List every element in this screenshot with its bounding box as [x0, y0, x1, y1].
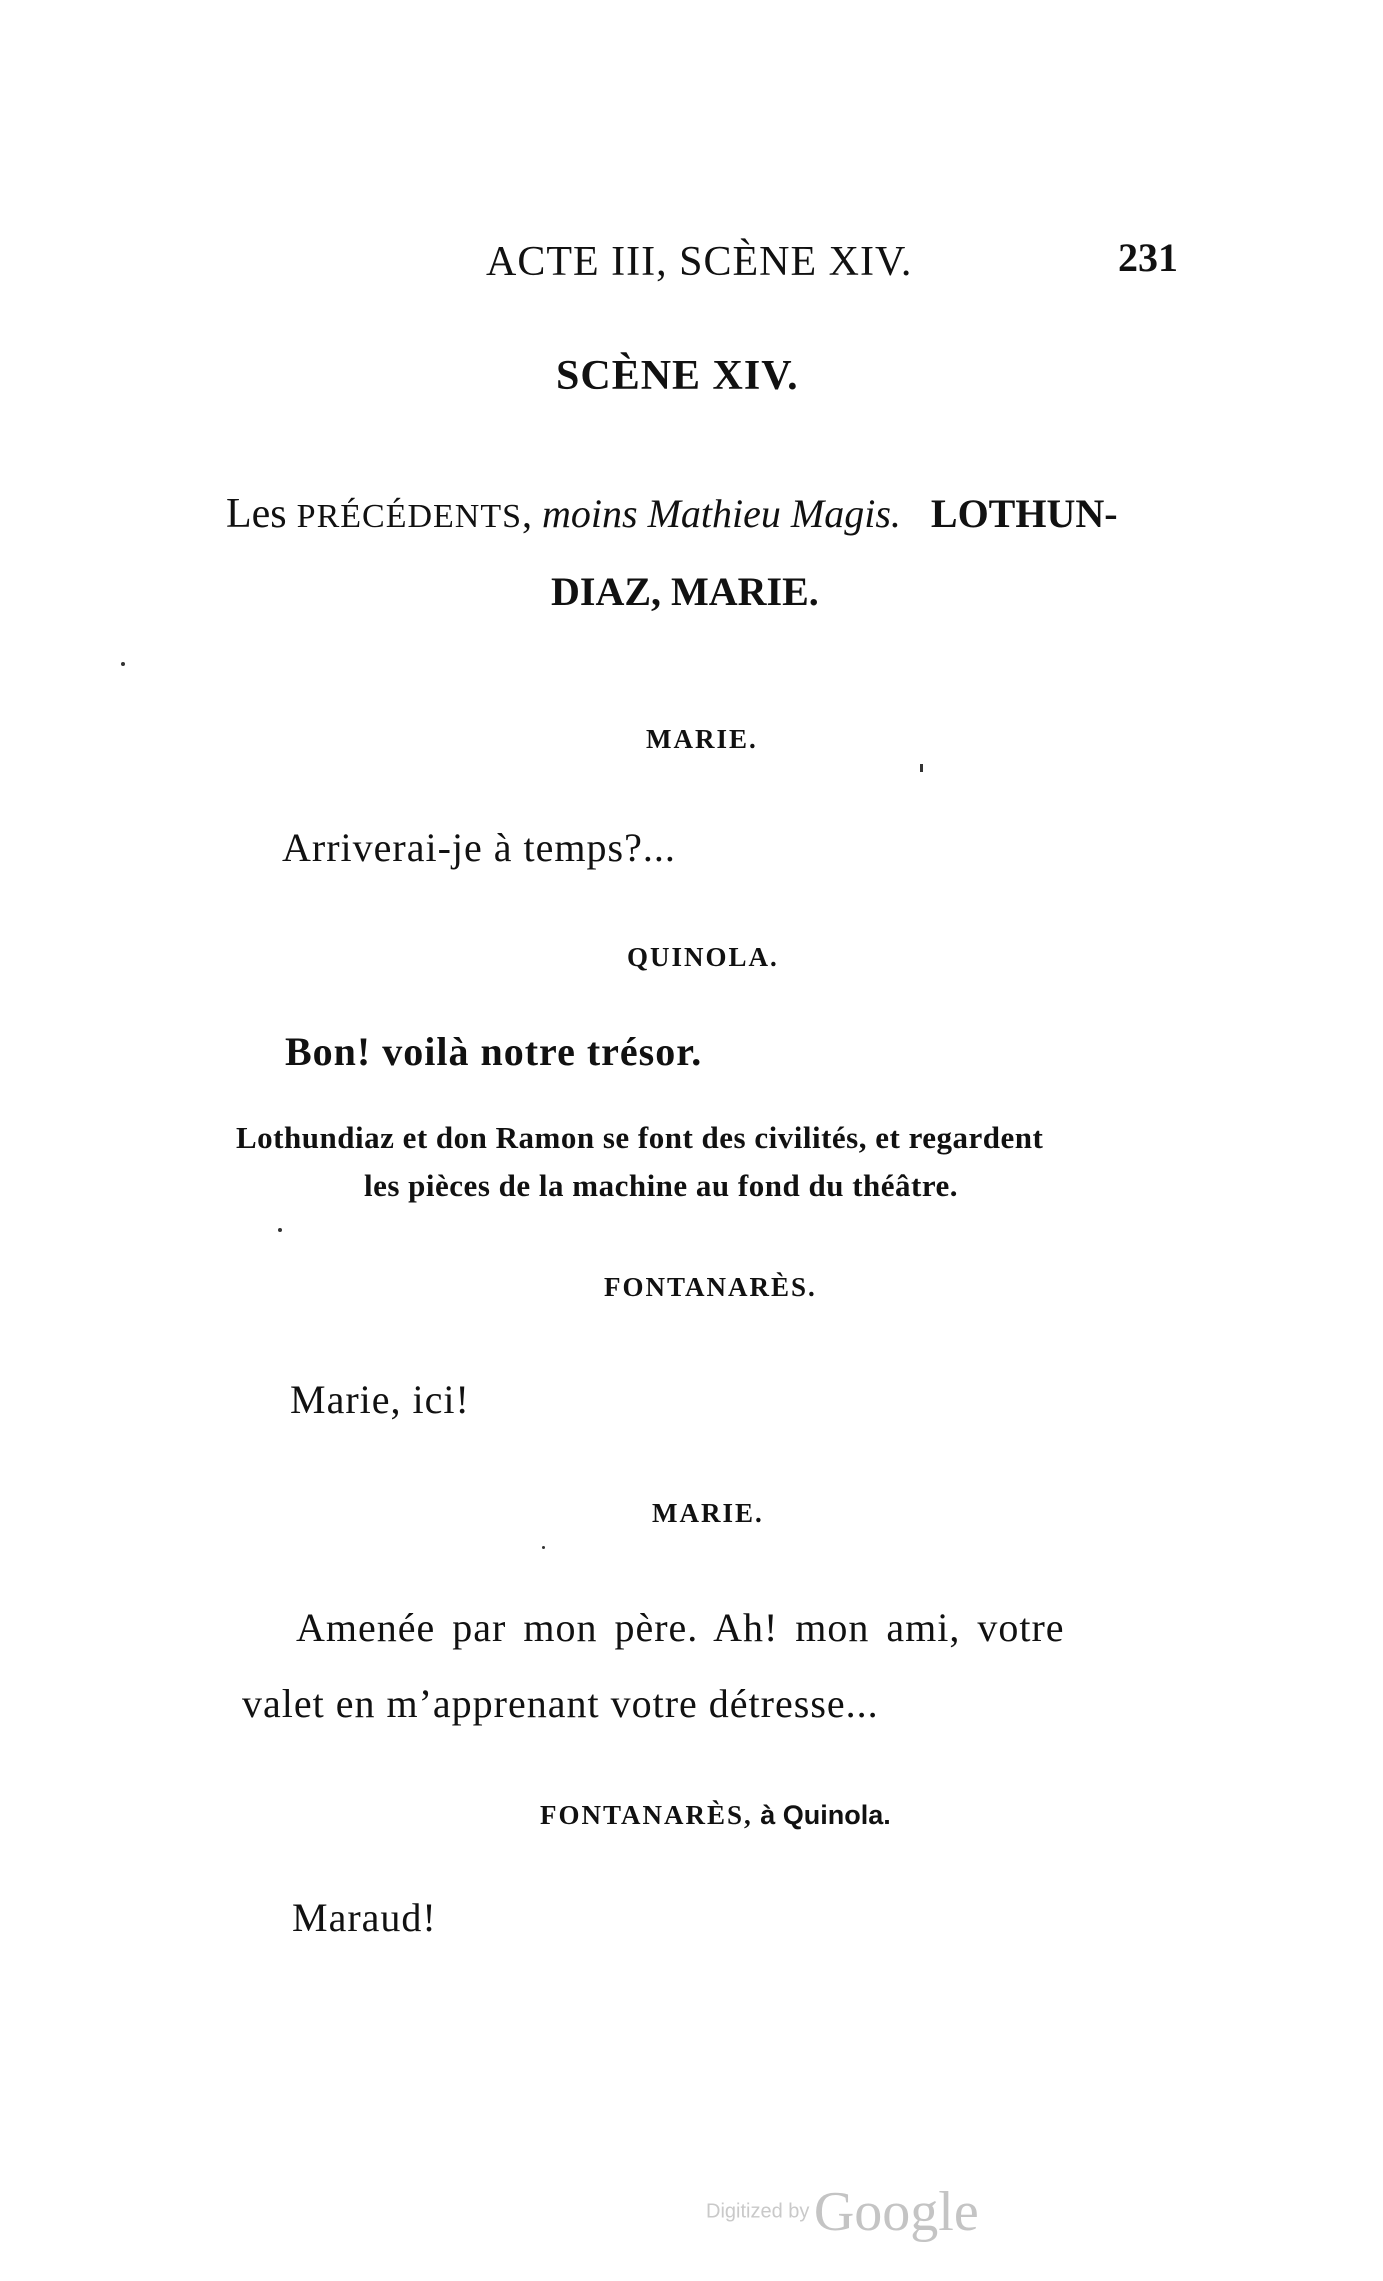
cast-les: Les [226, 491, 287, 537]
watermark-prefix: Digitized by [706, 2200, 810, 2223]
speaker-name: QUINOLA. [627, 942, 779, 972]
speech-line: valet en m’apprenant votre détresse... [242, 1681, 879, 1726]
speaker-name: FONTANARÈS. [604, 1272, 817, 1302]
speaker-name: FONTANARÈS, [540, 1800, 753, 1830]
cast-comma: , [522, 491, 543, 536]
speaker-with-note [540, 1800, 891, 1831]
speech-line: Maraud! [292, 1895, 437, 1940]
speaker-name: MARIE. [652, 1498, 764, 1528]
scan-speck [121, 662, 125, 666]
page-number: 231 [1118, 235, 1178, 280]
scene-title: SCÈNE XIV. [556, 353, 799, 399]
scan-speck [278, 1228, 282, 1232]
speech-line: Amenée par mon père. Ah! mon ami, votre [296, 1605, 1065, 1650]
cast-moins: moins Mathieu Magis. [542, 491, 901, 536]
google-logo: Google [813, 2181, 979, 2243]
speaker-name: MARIE. [646, 724, 758, 754]
speech-line: Arriverai-je à temps?... [282, 825, 676, 870]
cast-list-line-1 [226, 490, 1118, 538]
scan-speck [542, 1546, 545, 1549]
digitization-watermark [706, 2180, 979, 2244]
stage-direction-line: les pièces de la machine au fond du théâtre. [364, 1168, 959, 1203]
scan-speck [920, 764, 923, 772]
cast-lothun: LOTHUN- [930, 491, 1118, 536]
cast-list-line-2: DIAZ, MARIE. [551, 569, 819, 614]
speech-line: Marie, ici! [290, 1377, 470, 1422]
cast-precedents: PRÉCÉDENTS [296, 498, 523, 535]
running-header: ACTE III, SCÈNE XIV. [486, 239, 913, 285]
speech-line: Bon! voilà notre trésor. [285, 1029, 703, 1074]
stage-direction-line: Lothundiaz et don Ramon se font des civilités, et regardent [236, 1120, 1044, 1155]
speaker-note: à Quinola. [752, 1800, 891, 1830]
